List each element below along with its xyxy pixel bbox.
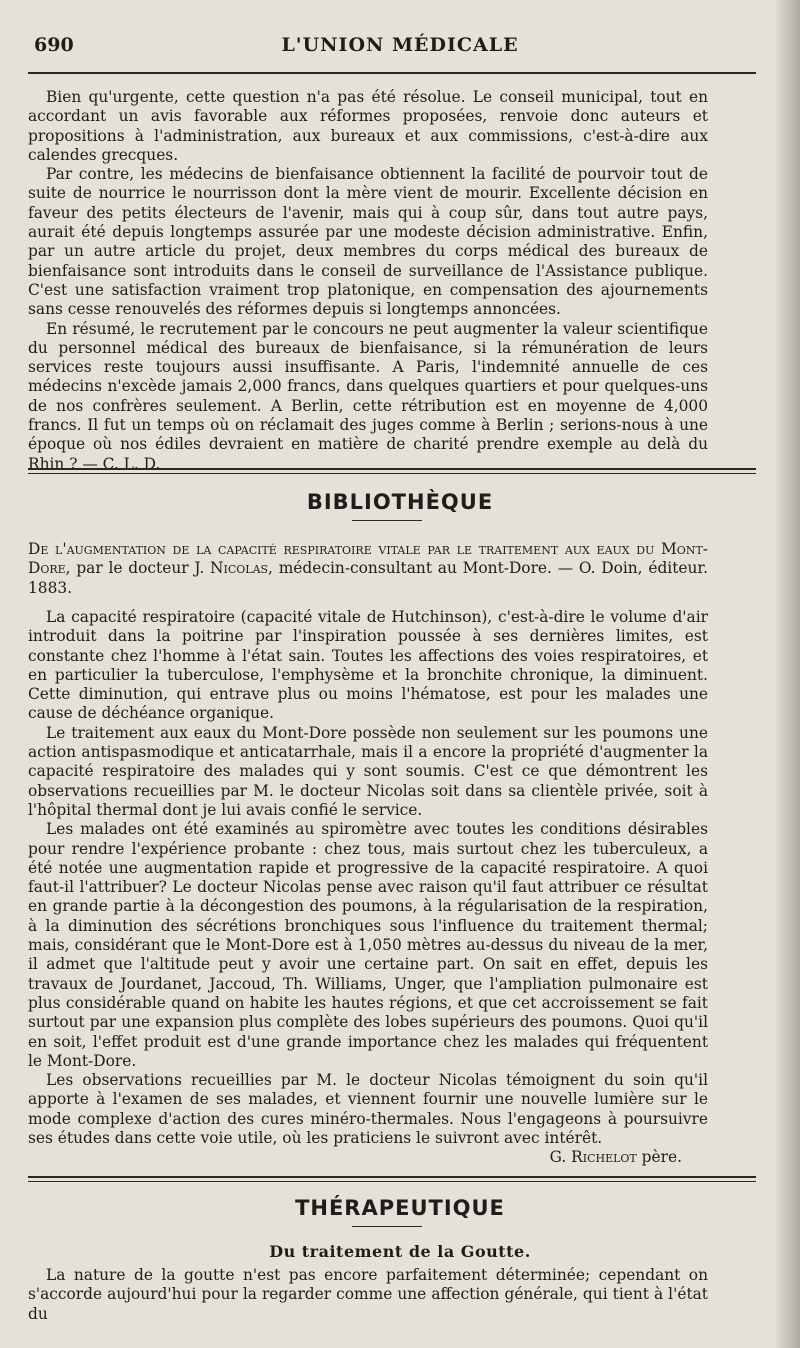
review-paragraph: Les malades ont été examinés au spiromètre avec toutes les conditions désirables pour rendre l'expérience probante : chez tous, mais surtout chez les tuberculeux, a été notée une augmentation rapide et progressive de la capacité respiratoire. A quoi faut-il l'attribuer? Le docteur Nicolas pense avec raison qu'il faut attribuer ce résultat en grande partie à la décongestion des poumons, à la régularisation de la respiration, à la diminution des sécrétions bronchiques sous l'influence du traitement thermal; mais, considérant que le Mont-Dore est à 1,050 mètres au-dessus du niveau de la mer, il admet que l'altitude peut y avoir une certaine part. On sait en effet, depuis les travaux de Jourdanet, Jaccoud, Th. Williams, Unger, que l'ampliation pulmonaire est plus considérable quand on habite les hautes régions, et que cet accroissement se fait surtout par une expansion plus complète des lobes supérieurs des poumons. Quoi qu'il en soit, l'effet produit est d'une grande importance chez les malades qui fréquentent le Mont-Dore. [28,820,708,1070]
section-divider-thin [28,1181,756,1182]
intro-paragraph: Bien qu'urgente, cette question n'a pas été résolue. Le conseil municipal, tout en accordant un avis favorable aux réformes proposées, renvoie donc auteurs et propositions à l'administration, aux bureaux et aux commissions, c'est-à-dire aux calendes grecques. [28,88,708,164]
book-ref-text: , médecin-consultant au Mont-Dore. — O. Doin, éditeur. 1883. [28,559,708,597]
review-paragraph: La capacité respiratoire (capacité vitale de Hutchinson), c'est-à-dire le volume d'air introduit dans la poitrine par l'inspiration poussée à ses dernières limites, est constante chez l'homme à l'état sain. Toutes les affections des voies respiratoires, et en particulier la tuberculose, l'emphysème et la bronchite chronique, la diminuent. Cette diminution, qui entrave plus ou moins l'hématose, est pour les malades une cause de déchéance organique. [28,608,708,723]
therapeutique-paragraph: La nature de la goutte n'est pas encore parfaitement déterminée; cependant on s'accorde aujourd'hui pour la regarder comme une affection générale, qui tient à l'état du [28,1266,708,1323]
journal-title: L'UNION MÉDICALE [281,34,519,56]
review-signature [550,1148,682,1166]
title-underline [352,520,422,521]
review-body [28,608,708,1148]
article-subtitle: Du traitement de la Goutte. [269,1242,531,1261]
page-number: 690 [34,34,74,56]
review-paragraph: Le traitement aux eaux du Mont-Dore possède non seulement sur les poumons une action antispasmodique et anticatarrhale, mais il a encore la propriété d'augmenter la capacité respiratoire des malades qui y sont soumis. C'est ce que démontrent les observations recueillies par M. le docteur Nicolas soit dans sa clientèle privée, soit à l'hôpital thermal dont je lui avais confié le service. [28,723,708,819]
therapeutique-body [28,1266,708,1324]
book-author: J. Nicolas [194,559,269,578]
review-paragraph: Les observations recueillies par M. le docteur Nicolas témoignent du soin qu'il apporte à l'examen de ses malades, et viennent fournir une nouvelle lumière sur le mode complexe d'action des cures minéro-thermales. Nous l'engageons à poursuivre ses études dans cette voie utile, où les praticiens le suivront avec intérêt. [28,1071,708,1148]
book-title: De l'augmentation de la capacité respiratoire vitale par le traitement aux eaux du Mont-Dore [28,540,708,578]
section-title-therapeutique: THÉRAPEUTIQUE [295,1196,505,1220]
signature-suffix: père. [636,1148,682,1166]
title-underline [352,1226,422,1227]
section-divider [28,468,756,470]
intro-paragraph: Par contre, les médecins de bienfaisance obtiennent la facilité de pourvoir tout de suite de nourrice le nourrisson dont la mère vient de mourir. Excellente décision en faveur des petits électeurs de l'avenir, mais qui à coup sûr, dans tout autre pays, aurait été depuis longtemps assurée par une modeste décision administrative. Enfin, par un autre article du projet, deux membres du corps médical des bureaux de bienfaisance sont introduits dans le conseil de surveillance de l'Assistance publique. C'est une satisfaction vraiment trop platonique, en compensation des ajournements sans cesse renouvelés des réformes depuis si longtemps annoncées. [28,165,708,319]
book-reference [28,540,708,598]
signature-initial: G. [549,1148,572,1166]
section-divider [28,1176,756,1178]
intro-article [28,88,708,474]
book-ref-text: , par le docteur [65,559,195,578]
section-title-bibliotheque: BIBLIOTHÈQUE [306,490,494,514]
section-divider-thin [28,473,756,474]
intro-paragraph: En résumé, le recrutement par le concours ne peut augmenter la valeur scientifique du personnel médical des bureaux de bienfaisance, si la rémunération de leurs services reste toujours aussi insuffisante. A Paris, l'indemnité annuelle de ces médecins n'excède jamais 2,000 francs, dans quelques quartiers et pour quelques-uns de nos confrères seulement. A Berlin, cette rétribution est en moyenne de 4,000 francs. Il fut un temps où on réclamait des juges comme à Berlin ; serions-nous à une époque où nos édiles devraient en matière de charité prendre exemple au delà du Rhin ? — C. L. D. [28,319,708,473]
signature-name: Richelot [571,1148,637,1166]
header-rule [28,72,756,74]
